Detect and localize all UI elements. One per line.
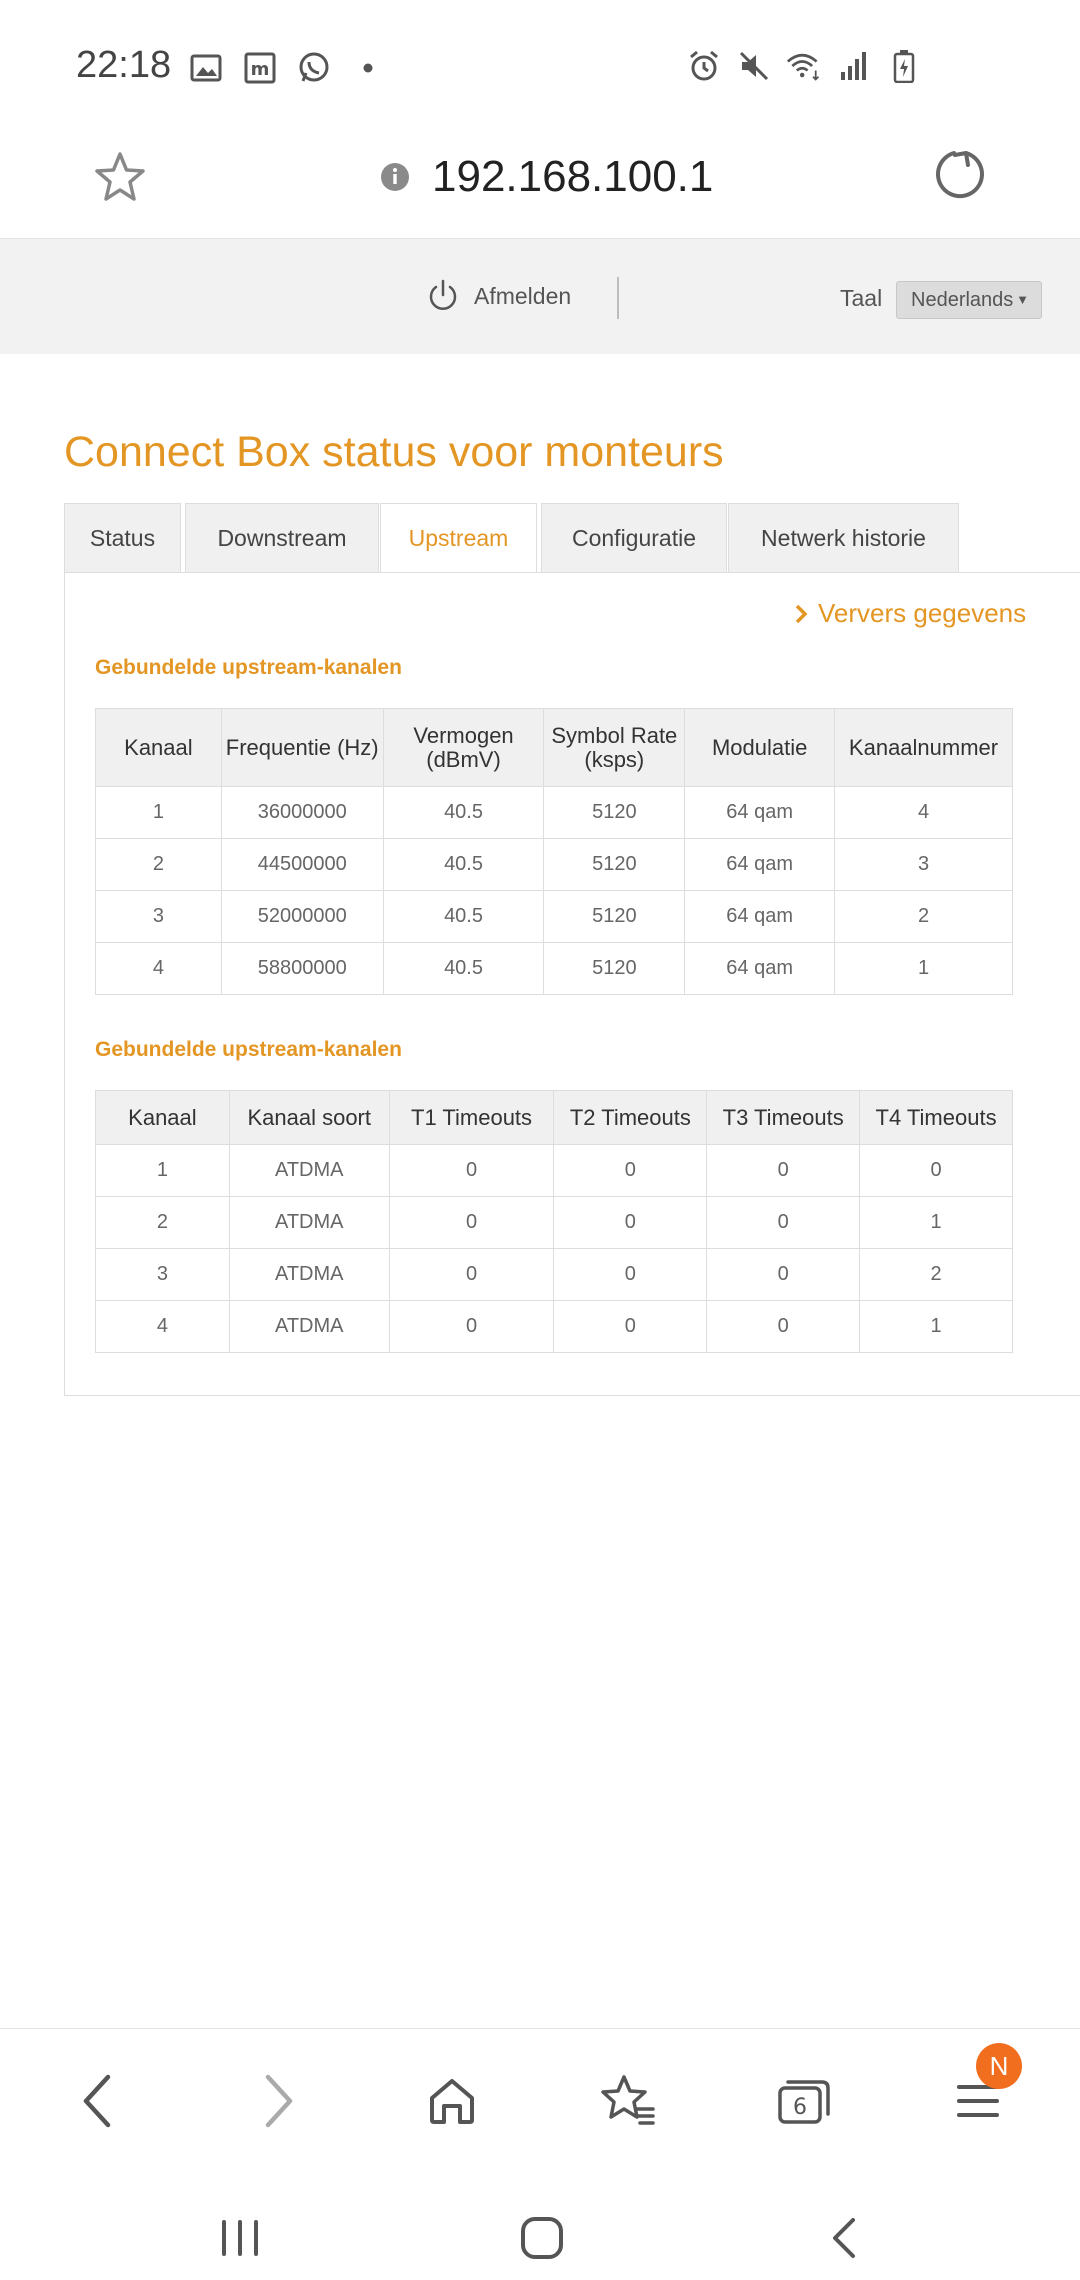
header-kanaal: Kanaal: [96, 709, 222, 787]
table-cell: 2: [835, 891, 1013, 943]
table-cell: 0: [554, 1145, 707, 1197]
table-cell: ATDMA: [229, 1197, 389, 1249]
back-icon[interactable]: [58, 2061, 138, 2141]
table-cell: 40.5: [383, 943, 544, 995]
table-row: [96, 787, 1013, 839]
bookmark-star-icon[interactable]: [92, 150, 148, 206]
menu-notification-badge: N: [976, 2043, 1022, 2089]
table-cell: 3: [96, 1249, 230, 1301]
image-icon: [188, 50, 224, 86]
tab-count: 6: [793, 2095, 807, 2120]
system-navigation-bar: [0, 2178, 1080, 2280]
table-cell: 4: [96, 1301, 230, 1353]
header-divider: [617, 277, 619, 319]
table-row: [96, 839, 1013, 891]
forward-icon[interactable]: [238, 2061, 318, 2141]
language-value: Nederlands: [911, 288, 1014, 311]
table-cell: ATDMA: [229, 1145, 389, 1197]
header-kanaal: Kanaal: [96, 1091, 230, 1145]
status-time: 22:18: [76, 44, 172, 86]
router-header: [0, 238, 1080, 354]
table-cell: 3: [96, 891, 222, 943]
table-cell: 4: [96, 943, 222, 995]
section-title-channels: Gebundelde upstream-kanalen: [95, 656, 402, 679]
home-icon[interactable]: [412, 2061, 492, 2141]
table-cell: 0: [389, 1249, 554, 1301]
table-cell: 64 qam: [685, 839, 835, 891]
tab-downstream[interactable]: Downstream: [185, 503, 379, 573]
table-row: [96, 891, 1013, 943]
header-kanaalnummer: Kanaalnummer: [835, 709, 1013, 787]
table-cell: 0: [389, 1145, 554, 1197]
m-app-icon: [242, 50, 278, 86]
table-cell: 40.5: [383, 891, 544, 943]
header-t4-timeouts: T4 Timeouts: [860, 1091, 1013, 1145]
header-t2-timeouts: T2 Timeouts: [554, 1091, 707, 1145]
refresh-link[interactable]: [794, 598, 1026, 629]
table-row: [96, 943, 1013, 995]
table-row: [96, 1301, 1013, 1353]
recent-apps-icon[interactable]: [200, 2198, 280, 2278]
reload-icon[interactable]: [932, 146, 988, 202]
table-cell: 5120: [544, 891, 685, 943]
header-modulatie: Modulatie: [685, 709, 835, 787]
language-select[interactable]: [896, 281, 1042, 319]
table-cell: 1: [96, 1145, 230, 1197]
signal-icon: [836, 48, 872, 84]
table-cell: 0: [554, 1249, 707, 1301]
table-row: [96, 1249, 1013, 1301]
header-symbol-rate: Symbol Rate (ksps): [544, 709, 685, 787]
table-cell: 1: [860, 1301, 1013, 1353]
table-cell: 0: [389, 1301, 554, 1353]
table-header-row: [96, 1091, 1013, 1145]
chevron-right-icon: [794, 603, 808, 625]
whatsapp-icon: [296, 50, 332, 86]
url-text[interactable]: 192.168.100.1: [432, 152, 714, 201]
logout-button[interactable]: [426, 279, 571, 313]
table-cell: 0: [860, 1145, 1013, 1197]
table-cell: 64 qam: [685, 787, 835, 839]
upstream-timeouts-table: [95, 1090, 1013, 1353]
header-vermogen: Vermogen (dBmV): [383, 709, 544, 787]
refresh-label: Ververs gegevens: [818, 598, 1027, 628]
tabs-icon[interactable]: [764, 2061, 844, 2141]
table-cell: 52000000: [221, 891, 383, 943]
table-cell: 0: [707, 1197, 860, 1249]
table-cell: 5120: [544, 943, 685, 995]
table-header-row: [96, 709, 1013, 787]
table-cell: 40.5: [383, 787, 544, 839]
table-cell: 1: [835, 943, 1013, 995]
table-cell: 40.5: [383, 839, 544, 891]
battery-icon: [886, 48, 922, 84]
table-cell: ATDMA: [229, 1301, 389, 1353]
language-label: Taal: [840, 285, 883, 311]
browser-url-bar: [0, 130, 1080, 238]
mute-icon: [736, 48, 772, 84]
power-icon: [426, 279, 460, 313]
table-cell: 0: [707, 1145, 860, 1197]
svg-text:m: m: [250, 59, 270, 80]
info-icon[interactable]: [380, 162, 410, 192]
table-cell: 0: [707, 1249, 860, 1301]
page-title: Connect Box status voor monteurs: [64, 428, 724, 476]
table-row: [96, 1197, 1013, 1249]
table-cell: 1: [860, 1197, 1013, 1249]
header-frequentie: Frequentie (Hz): [221, 709, 383, 787]
table-cell: 36000000: [221, 787, 383, 839]
dot-icon: [350, 50, 386, 86]
table-cell: 3: [835, 839, 1013, 891]
header-kanaal-soort: Kanaal soort: [229, 1091, 389, 1145]
upstream-channels-table: [95, 708, 1013, 995]
table-cell: 2: [96, 1197, 230, 1249]
table-cell: ATDMA: [229, 1249, 389, 1301]
wifi-icon: [786, 48, 822, 84]
table-cell: 64 qam: [685, 891, 835, 943]
table-cell: 2: [860, 1249, 1013, 1301]
caret-down-icon: ▼: [1016, 292, 1029, 307]
table-cell: 64 qam: [685, 943, 835, 995]
table-cell: 4: [835, 787, 1013, 839]
system-back-icon[interactable]: [804, 2198, 884, 2278]
status-bar: [0, 0, 1080, 130]
table-cell: 0: [389, 1197, 554, 1249]
table-cell: 44500000: [221, 839, 383, 891]
home-button-icon[interactable]: [502, 2198, 582, 2278]
header-t1-timeouts: T1 Timeouts: [389, 1091, 554, 1145]
table-cell: 1: [96, 787, 222, 839]
table-cell: 58800000: [221, 943, 383, 995]
tab-configuratie[interactable]: Configuratie: [541, 503, 727, 573]
tab-upstream[interactable]: Upstream: [380, 503, 537, 574]
bookmarks-icon[interactable]: [588, 2061, 668, 2141]
address-field[interactable]: [380, 152, 713, 202]
alarm-icon: [686, 48, 722, 84]
table-cell: 0: [554, 1301, 707, 1353]
header-t3-timeouts: T3 Timeouts: [707, 1091, 860, 1145]
table-row: [96, 1145, 1013, 1197]
table-cell: 5120: [544, 787, 685, 839]
table-cell: 5120: [544, 839, 685, 891]
table-cell: 0: [707, 1301, 860, 1353]
browser-toolbar: [0, 2028, 1080, 2178]
table-cell: 0: [554, 1197, 707, 1249]
section-title-timeouts: Gebundelde upstream-kanalen: [95, 1038, 402, 1061]
tab-status[interactable]: Status: [64, 503, 181, 573]
tab-netwerk-historie[interactable]: Netwerk historie: [728, 503, 959, 573]
logout-label: Afmelden: [474, 282, 572, 309]
table-cell: 2: [96, 839, 222, 891]
